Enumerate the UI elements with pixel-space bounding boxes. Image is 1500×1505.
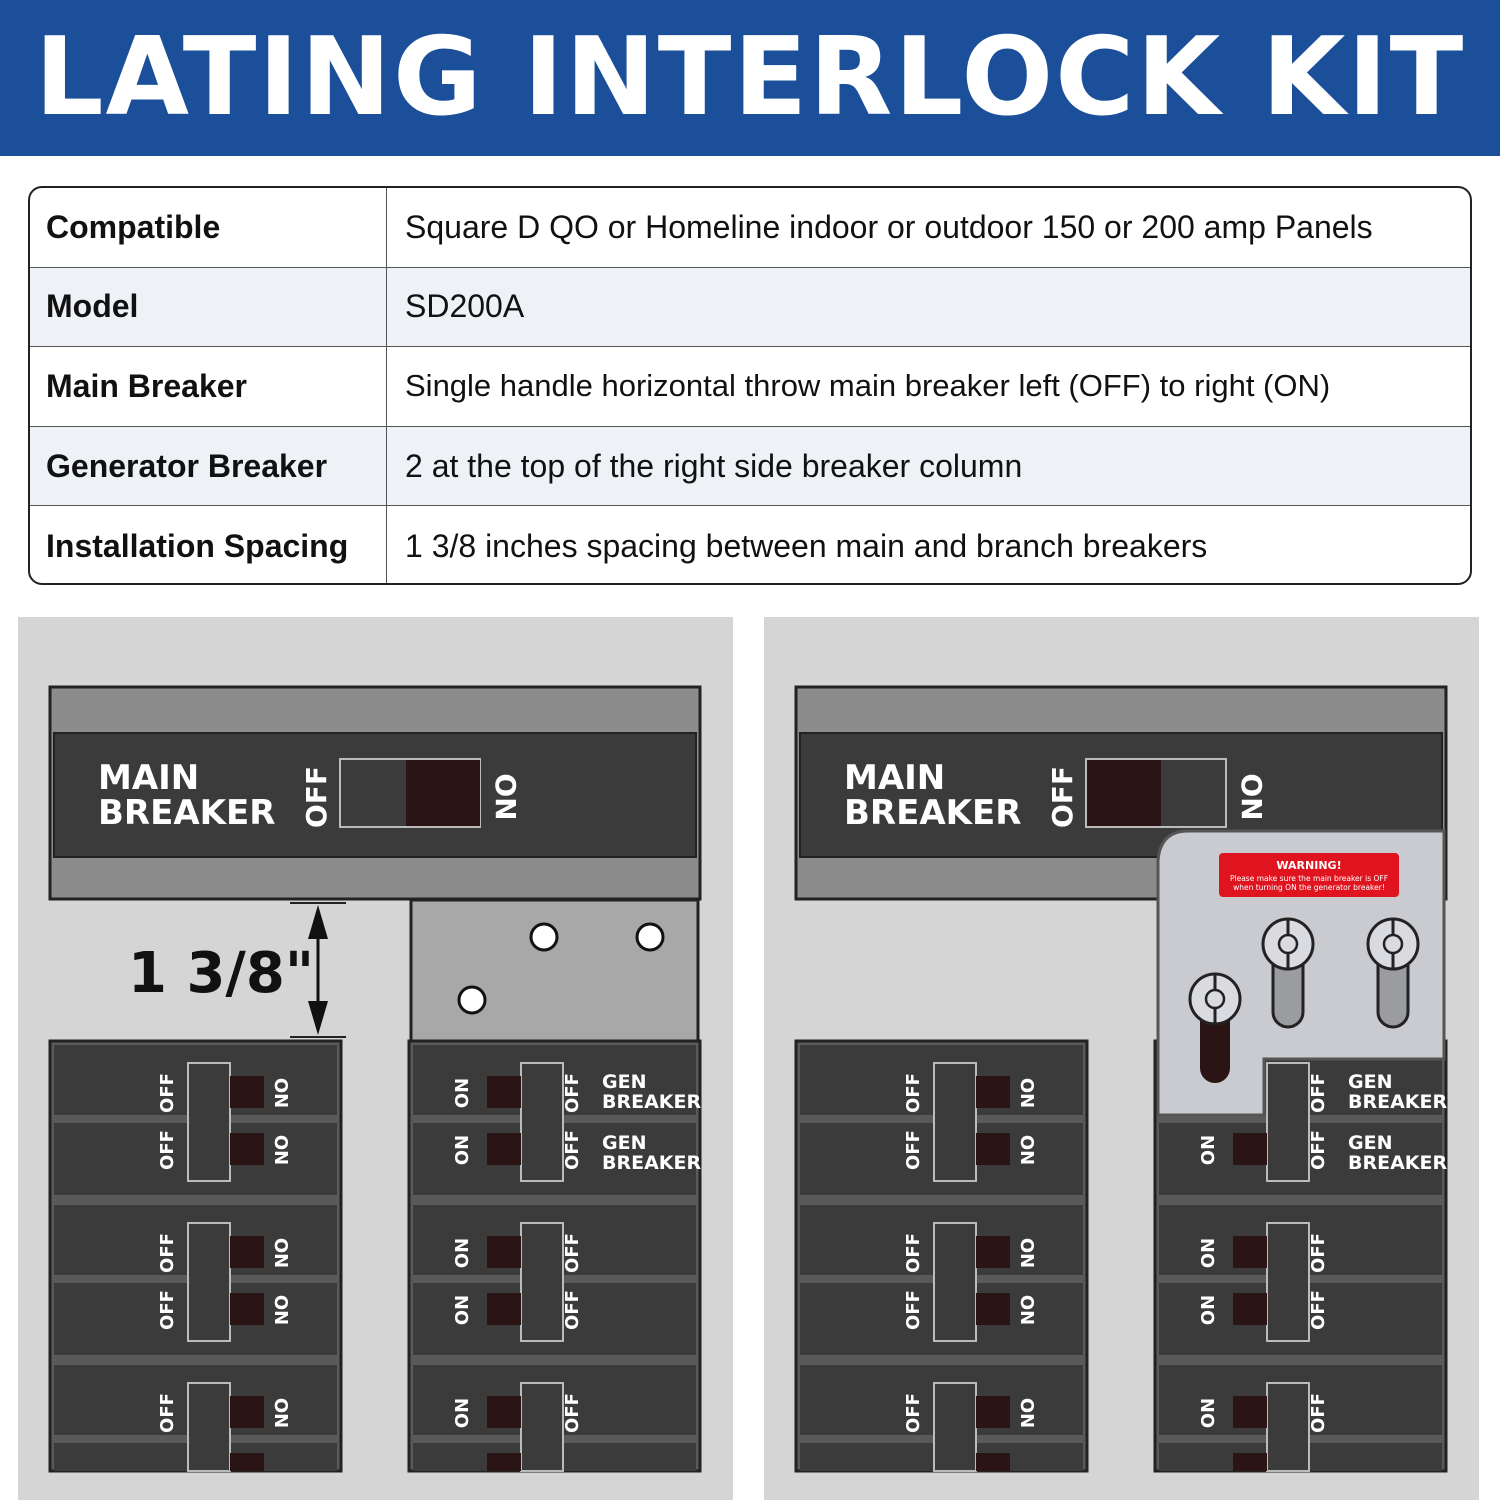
main-breaker-label: BREAKER <box>98 793 276 833</box>
breaker-handle[interactable] <box>487 1396 521 1428</box>
on-label: ON <box>270 1134 291 1166</box>
breaker-handle[interactable] <box>1233 1396 1267 1428</box>
tie-bar <box>1267 1063 1309 1181</box>
warning-title: WARNING! <box>1276 859 1342 872</box>
main-breaker-label: BREAKER <box>844 793 1022 833</box>
spec-value: Single handle horizontal throw main breaker left (OFF) to right (ON) <box>405 368 1331 404</box>
gen-breaker-label: GEN <box>602 1071 647 1093</box>
on-label: ON <box>1198 1237 1219 1269</box>
tie-bar <box>521 1063 563 1181</box>
spec-row-installation-spacing <box>30 506 1470 585</box>
spec-value: SD200A <box>405 288 525 325</box>
spec-table <box>28 186 1472 585</box>
off-label: OFF <box>1308 1290 1329 1330</box>
spec-label: Model <box>30 268 387 347</box>
off-label: OFF <box>903 1073 924 1113</box>
tie-bar <box>521 1223 563 1341</box>
off-label: OFF <box>157 1130 178 1170</box>
on-label: ON <box>1198 1294 1219 1326</box>
on-label: ON <box>452 1294 473 1326</box>
tie-bar <box>934 1223 976 1341</box>
warning-text: when turning ON the generator breaker! <box>1233 883 1385 892</box>
diagram-after-install <box>764 617 1479 1500</box>
breaker-handle[interactable] <box>487 1293 521 1325</box>
arrow-down-icon <box>308 1001 328 1035</box>
on-label: ON <box>1198 1134 1219 1166</box>
tie-bar <box>188 1063 230 1181</box>
breaker-handle[interactable] <box>230 1133 264 1165</box>
panel-diagram-left <box>18 617 733 1500</box>
mounting-hole <box>531 924 557 950</box>
spec-row-main-breaker <box>30 347 1470 427</box>
off-label: OFF <box>562 1130 583 1170</box>
breaker-handle[interactable] <box>1233 1236 1267 1268</box>
breaker-handle[interactable] <box>1233 1133 1267 1165</box>
main-breaker-label: MAIN <box>98 758 200 798</box>
spec-label: Main Breaker <box>30 347 387 426</box>
off-label: OFF <box>562 1393 583 1433</box>
mounting-plate <box>411 900 698 1042</box>
gen-breaker-label: GEN <box>1348 1132 1393 1154</box>
off-label: OFF <box>1308 1233 1329 1273</box>
diagram-before-install <box>18 617 733 1500</box>
breaker-handle[interactable] <box>487 1076 521 1108</box>
right-breaker-column <box>409 1041 701 1471</box>
breaker-handle[interactable] <box>487 1133 521 1165</box>
off-label: OFF <box>1046 765 1079 829</box>
off-label: OFF <box>1308 1073 1329 1113</box>
page-title: LATING INTERLOCK KIT <box>34 15 1466 140</box>
on-label: ON <box>452 1134 473 1166</box>
tie-bar <box>934 1383 976 1471</box>
on-label: ON <box>1016 1294 1037 1326</box>
breaker-handle[interactable] <box>976 1133 1010 1165</box>
panel-diagram-right <box>764 617 1479 1500</box>
off-label: OFF <box>903 1130 924 1170</box>
on-label: ON <box>1016 1077 1037 1109</box>
breaker-handle[interactable] <box>976 1453 1010 1471</box>
gen-breaker-label: BREAKER <box>602 1091 702 1113</box>
on-label: ON <box>1235 773 1268 821</box>
breaker-handle[interactable] <box>230 1076 264 1108</box>
gen-breaker-label: GEN <box>602 1132 647 1154</box>
spec-label: Generator Breaker <box>30 427 387 506</box>
main-breaker-label: MAIN <box>844 758 946 798</box>
breaker-handle[interactable] <box>487 1453 521 1471</box>
breaker-handle[interactable] <box>487 1236 521 1268</box>
breaker-handle[interactable] <box>230 1453 264 1471</box>
on-label: ON <box>1016 1397 1037 1429</box>
off-label: OFF <box>157 1393 178 1433</box>
spec-value: Square D QO or Homeline indoor or outdoor 150 or 200 amp Panels <box>405 208 1373 245</box>
spec-value: 2 at the top of the right side breaker column <box>405 447 1023 484</box>
off-label: OFF <box>157 1233 178 1273</box>
mounting-hole <box>459 987 485 1013</box>
mounting-hole <box>637 924 663 950</box>
off-label: OFF <box>1308 1393 1329 1433</box>
breaker-handle[interactable] <box>1233 1453 1267 1471</box>
off-label: OFF <box>1308 1130 1329 1170</box>
warning-text: Please make sure the main breaker is OFF <box>1229 874 1389 883</box>
off-label: OFF <box>903 1393 924 1433</box>
spec-label: Installation Spacing <box>30 506 387 585</box>
spec-value: 1 3/8 inches spacing between main and branch breakers <box>405 527 1208 564</box>
off-label: OFF <box>157 1073 178 1113</box>
off-label: OFF <box>300 765 333 829</box>
off-label: OFF <box>903 1233 924 1273</box>
off-label: OFF <box>903 1290 924 1330</box>
gen-breaker-label: BREAKER <box>602 1152 702 1174</box>
tie-bar <box>188 1383 230 1471</box>
breaker-handle[interactable] <box>976 1293 1010 1325</box>
gen-breaker-label: BREAKER <box>1348 1152 1448 1174</box>
spec-label: Compatible <box>30 188 387 267</box>
on-label: ON <box>452 1397 473 1429</box>
off-label: OFF <box>562 1073 583 1113</box>
arrow-up-icon <box>308 905 328 939</box>
spec-row-compatible <box>30 188 1470 268</box>
gen-breaker-label: GEN <box>1348 1071 1393 1093</box>
on-label: ON <box>1016 1134 1037 1166</box>
main-switch-handle[interactable] <box>406 760 480 826</box>
on-label: ON <box>270 1294 291 1326</box>
on-label: ON <box>270 1077 291 1109</box>
breaker-handle[interactable] <box>230 1293 264 1325</box>
breaker-handle[interactable] <box>976 1076 1010 1108</box>
off-label: OFF <box>562 1233 583 1273</box>
gen-breaker-label: BREAKER <box>1348 1091 1448 1113</box>
off-label: OFF <box>562 1290 583 1330</box>
on-label: ON <box>452 1237 473 1269</box>
tie-bar <box>188 1223 230 1341</box>
spacing-label: 1 3/8" <box>128 941 315 1006</box>
on-label: ON <box>489 773 522 821</box>
left-breaker-column <box>796 1041 1087 1471</box>
breaker-handle[interactable] <box>976 1236 1010 1268</box>
on-label: ON <box>1198 1397 1219 1429</box>
on-label: ON <box>270 1237 291 1269</box>
on-label: ON <box>452 1077 473 1109</box>
off-label: OFF <box>157 1290 178 1330</box>
breaker-handle[interactable] <box>1233 1293 1267 1325</box>
breaker-handle[interactable] <box>230 1236 264 1268</box>
on-label: ON <box>1016 1237 1037 1269</box>
spec-row-generator-breaker <box>30 427 1470 507</box>
breaker-handle[interactable] <box>230 1396 264 1428</box>
tie-bar <box>934 1063 976 1181</box>
left-breaker-column <box>50 1041 341 1471</box>
main-switch-handle[interactable] <box>1087 760 1161 826</box>
spec-row-model <box>30 268 1470 348</box>
tie-bar <box>1267 1223 1309 1341</box>
breaker-handle[interactable] <box>976 1396 1010 1428</box>
on-label: ON <box>270 1397 291 1429</box>
title-banner <box>0 0 1500 156</box>
tie-bar <box>521 1383 563 1471</box>
tie-bar <box>1267 1383 1309 1471</box>
